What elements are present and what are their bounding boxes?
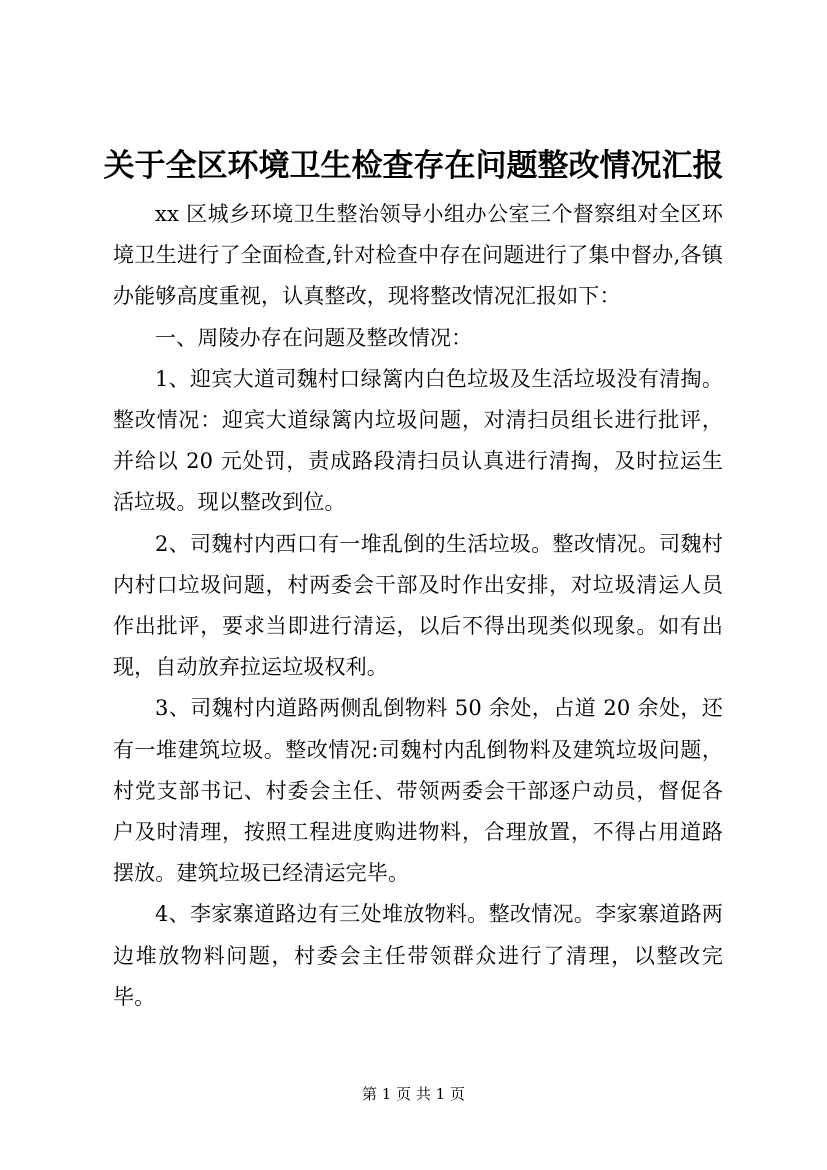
paragraph-item-3: 3、司魏村内道路两侧乱倒物料 50 余处，占道 20 余处，还有一堆建筑垃圾。整改情况:司魏村内乱倒物料及建筑垃圾问题，村党支部书记、村委会主任、带领两委会干部逐户动员，督促各户及时清理，按照工程进度购进物料，合理放置，不得占用道路摆放。建筑垃圾已经清运完毕。	[113, 696, 723, 886]
page-footer: 第 1 页 共 1 页	[362, 1085, 465, 1103]
paragraph-item-2: 2、司魏村内西口有一堆乱倒的生活垃圾。整改情况。司魏村内村口垃圾问题，村两委会干部及时作出安排，对垃圾清运人员作出批评，要求当即进行清运，以后不得出现类似现象。如有出现，自动放弃拉运垃圾权利。	[113, 531, 723, 680]
document-body	[113, 194, 723, 1018]
paragraph-item-4: 4、李家寨道路边有三处堆放物料。整改情况。李家寨道路两边堆放物料问题，村委会主任带领群众进行了清理，以整改完毕。	[113, 902, 723, 1009]
paragraph-item-1: 1、迎宾大道司魏村口绿篱内白色垃圾及生活垃圾没有清掏。整改情况：迎宾大道绿篱内垃圾问题，对清扫员组长进行批评，并给以 20 元处罚，责成路段清扫员认真进行清掏，及时拉运生活垃圾。现以整改到位。	[113, 366, 723, 515]
paragraph-intro: xx 区城乡环境卫生整治领导小组办公室三个督察组对全区环境卫生进行了全面检查,针对检查中存在问题进行了集中督办,各镇办能够高度重视，认真整改，现将整改情况汇报如下：	[113, 202, 723, 309]
document-title: 关于全区环境卫生检查存在问题整改情况汇报	[103, 148, 724, 184]
paragraph-section-heading: 一、周陵办存在问题及整改情况：	[155, 325, 473, 350]
